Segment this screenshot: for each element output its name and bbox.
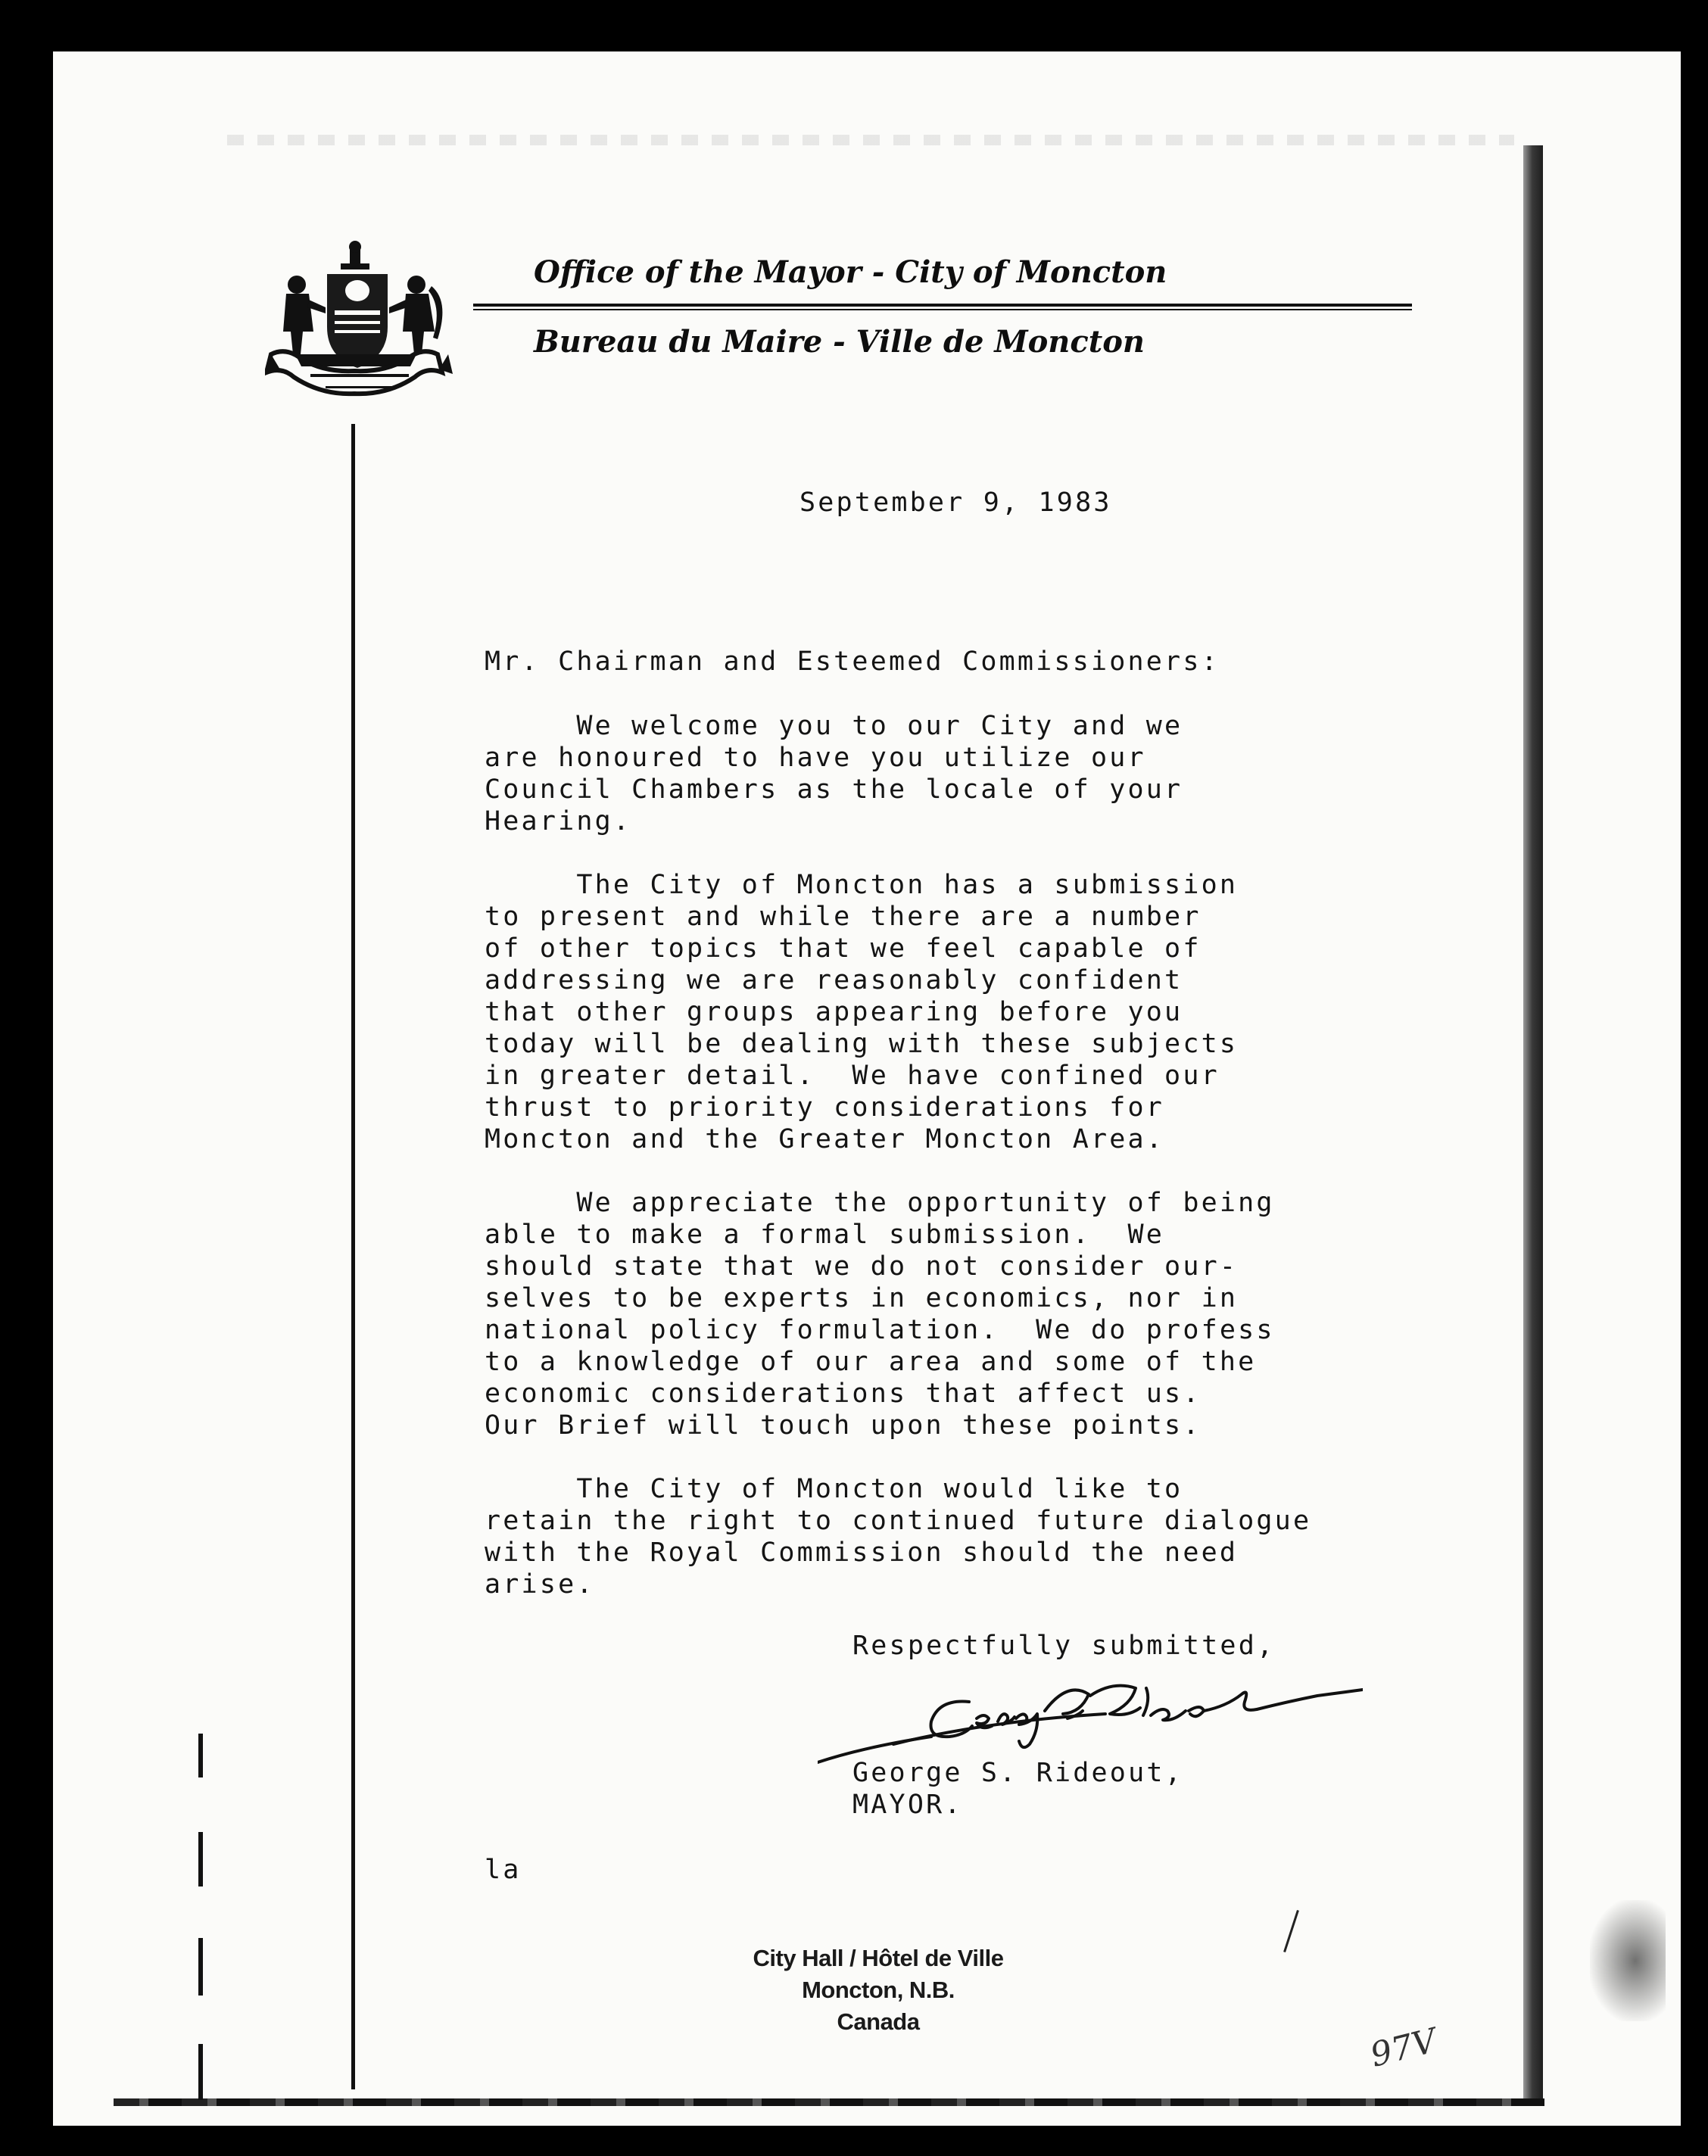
paragraph-2 [485, 869, 1238, 1155]
letterhead-rule [473, 304, 1412, 310]
paragraph-3 [485, 1187, 1275, 1441]
signer-title: MAYOR. [852, 1790, 963, 1820]
closing: Respectfully submitted, [852, 1631, 1276, 1661]
paragraph-line: thrust to priority considerations for [485, 1092, 1165, 1123]
paragraph-line: arise. [485, 1569, 595, 1600]
paragraph-line: of other topics that we feel capable of [485, 933, 1202, 964]
handwritten-signature [818, 1665, 1363, 1764]
coat-of-arms-icon [265, 241, 454, 400]
paragraph-1 [485, 710, 1183, 837]
paragraph-line: Council Chambers as the locale of your [485, 774, 1183, 805]
footer-line: Canada [837, 2008, 920, 2035]
footer-line: City Hall / Hôtel de Ville [753, 1945, 1004, 1971]
letterhead-english: Office of the Mayor - City of Moncton [534, 254, 1167, 290]
salutation: Mr. Chairman and Esteemed Commissioners: [485, 646, 1220, 677]
paragraph-line: economic considerations that affect us. [485, 1379, 1202, 1409]
paragraph-line: in greater detail. We have confined our [485, 1061, 1220, 1091]
reference-initials: la [485, 1855, 522, 1885]
paragraph-line: Moncton and the Greater Moncton Area. [485, 1124, 1165, 1154]
corner-smudge [1590, 1900, 1666, 2021]
paragraph-line: The City of Moncton would like to [485, 1474, 1183, 1504]
paragraph-line: We welcome you to our City and we [485, 711, 1183, 741]
page-edge-shadow [1523, 145, 1543, 2098]
margin-mark [198, 1734, 203, 1777]
paragraph-line: Our Brief will touch upon these points. [485, 1410, 1202, 1441]
paragraph-line: that other groups appearing before you [485, 997, 1183, 1027]
paragraph-line: are honoured to have you utilize our [485, 743, 1146, 773]
footer-line: Moncton, N.B. [802, 1977, 955, 2003]
paragraph-line: to present and while there are a number [485, 902, 1202, 932]
paragraph-line: Hearing. [485, 806, 632, 837]
margin-mark [198, 1832, 203, 1886]
paragraph-line: should state that we do not consider our- [485, 1251, 1239, 1282]
paragraph-4 [485, 1473, 1311, 1600]
page-bottom-edge [114, 2098, 1544, 2106]
paragraph-line: able to make a formal submission. We [485, 1220, 1165, 1250]
margin-mark [198, 2044, 203, 2100]
paragraph-line: national policy formulation. We do profess [485, 1315, 1275, 1345]
margin-rule [351, 424, 355, 2089]
letterhead-french: Bureau du Maire - Ville de Moncton [534, 324, 1145, 360]
paragraph-line: The City of Moncton has a submission [485, 870, 1239, 900]
paragraph-line: today will be dealing with these subjects [485, 1029, 1239, 1059]
letterhead-footer [651, 1943, 1105, 2038]
paragraph-line: with the Royal Commission should the need [485, 1538, 1239, 1568]
scan-smudge [227, 135, 1514, 145]
handwritten-note: 97V [1367, 2021, 1441, 2075]
signer-name: George S. Rideout, [852, 1758, 1183, 1788]
paragraph-line: addressing we are reasonably confident [485, 965, 1183, 995]
paragraph-line: We appreciate the opportunity of being [485, 1188, 1275, 1218]
letter-date: September 9, 1983 [799, 488, 1112, 518]
paragraph-line: to a knowledge of our area and some of the [485, 1347, 1257, 1377]
paragraph-line: selves to be experts in economics, nor in [485, 1283, 1239, 1313]
margin-mark [198, 1938, 203, 1996]
paragraph-line: retain the right to continued future dialogue [485, 1506, 1312, 1536]
